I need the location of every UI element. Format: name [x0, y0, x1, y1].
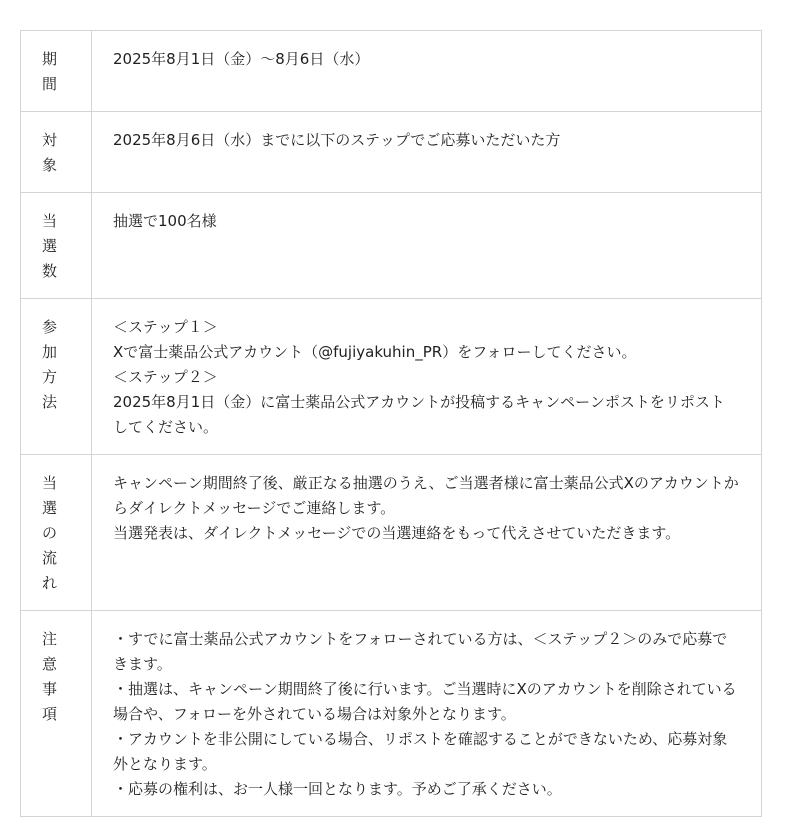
row-label: 期間: [42, 50, 58, 93]
row-label-cell: [21, 193, 92, 299]
row-text: 2025年8月1日（金）に富士薬品公式アカウントが投稿するキャンペーンポストをリポストしてください。: [113, 393, 725, 436]
row-label-cell: [21, 31, 92, 112]
row-text: 2025年8月1日（金）〜8月6日（水）: [113, 50, 370, 68]
row-text: ・応募の権利は、お一人様一回となります。予めご了承ください。: [113, 780, 562, 798]
row-text: ・すでに富士薬品公式アカウントをフォローされている方は、＜ステップ２＞のみで応募できます。: [113, 630, 728, 673]
row-text: Xで富士薬品公式アカウント（@fujiyakuhin_PR）をフォローしてください。: [113, 343, 637, 361]
row-value-cell: [92, 611, 762, 817]
table-row: [21, 455, 762, 611]
table-row: [21, 31, 762, 112]
row-text: 当選発表は、ダイレクトメッセージでの当選連絡をもって代えさせていただきます。: [113, 524, 681, 542]
row-label: 当選の流れ: [42, 474, 58, 592]
row-value-cell: [92, 112, 762, 193]
row-text: 2025年8月6日（水）までに以下のステップでご応募いただいた方: [113, 131, 561, 149]
row-label-cell: [21, 299, 92, 455]
row-value-cell: [92, 31, 762, 112]
row-value-cell: [92, 299, 762, 455]
row-label: 対象: [42, 131, 58, 174]
table-row: [21, 611, 762, 817]
row-text: ＜ステップ１＞: [113, 318, 218, 336]
row-text: キャンペーン期間終了後、厳正なる抽選のうえ、ご当選者様に富士薬品公式Xのアカウントからダイレクトメッセージでご連絡します。: [113, 474, 739, 517]
row-text: 抽選で100名様: [113, 212, 217, 230]
row-value-cell: [92, 193, 762, 299]
row-label-cell: [21, 455, 92, 611]
campaign-details-table: [20, 30, 762, 817]
row-label-cell: [21, 611, 92, 817]
row-text: ・抽選は、キャンペーン期間終了後に行います。ご当選時にXのアカウントを削除されている場合や、フォローを外されている場合は対象外となります。: [113, 680, 737, 723]
row-value-cell: [92, 455, 762, 611]
row-text: ・アカウントを非公開にしている場合、リポストを確認することができないため、応募対象外となります。: [113, 730, 728, 773]
row-label: 当選数: [42, 212, 58, 280]
table-row: [21, 193, 762, 299]
row-label: 参加方法: [42, 318, 58, 411]
row-label-cell: [21, 112, 92, 193]
table-row: [21, 299, 762, 455]
row-label: 注意事項: [42, 630, 58, 723]
row-text: ＜ステップ２＞: [113, 368, 218, 386]
table-row: [21, 112, 762, 193]
